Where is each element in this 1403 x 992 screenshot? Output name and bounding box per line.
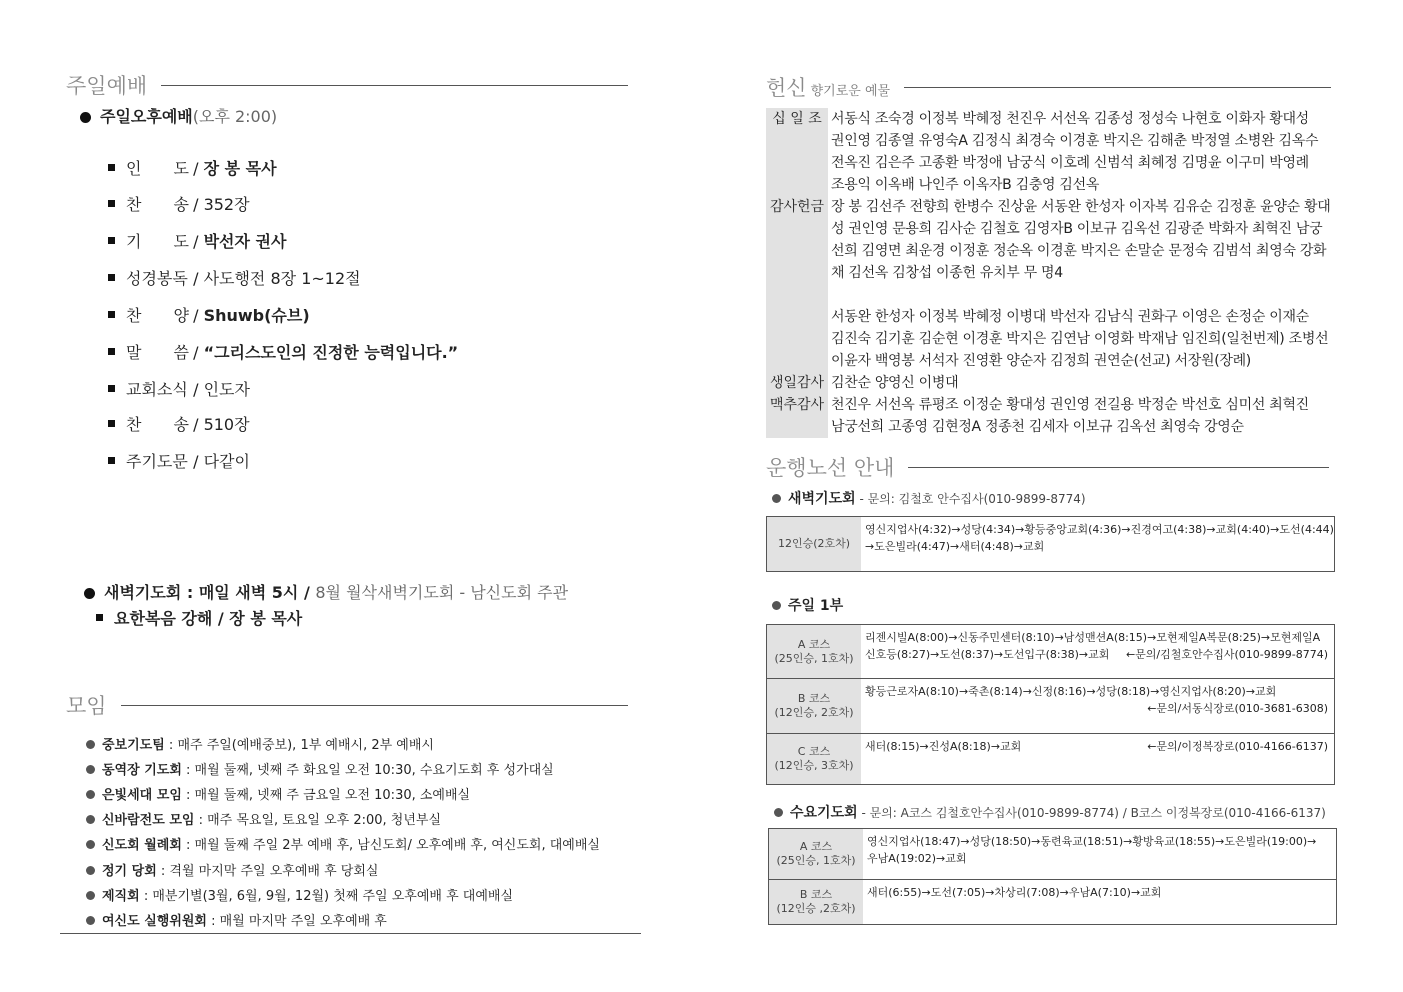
meeting-desc: : 매주 목요일, 토요일 오후 2:00, 청년부실: [194, 813, 442, 828]
separator: /: [188, 415, 204, 434]
order-value: 박선자 권사: [203, 232, 287, 251]
route-line: 영신지업사(4:32)→성당(4:34)→황등중앙교회(4:36)→진경여고(4:38)→교회(4:40)→도선(4:44): [865, 523, 1334, 536]
route-row: [769, 879, 1336, 924]
sunday-route-heading: [772, 595, 843, 615]
bullet-icon: [86, 790, 95, 799]
wed-route-table: [768, 828, 1337, 925]
worship-title: 주일예배: [66, 74, 148, 98]
service-time: (오후 2:00): [192, 107, 278, 126]
wed-route-heading: [774, 802, 1326, 822]
offering-label: 생일감사: [766, 372, 828, 394]
order-item: [108, 229, 286, 252]
order-item: [108, 303, 310, 326]
dawn-name: 새벽기도회: [104, 583, 182, 602]
dawn-sub-line: [96, 606, 302, 629]
meeting-item: [86, 734, 434, 753]
separator: /: [188, 159, 204, 178]
offering-names: [828, 108, 1341, 196]
order-item: [108, 412, 250, 435]
route-line: 영신지업사(18:47)→성당(18:50)→동련육교(18:51)→황방육교(18:55)→도은빌라(19:00)→: [867, 835, 1317, 848]
offering-table: [766, 108, 1341, 438]
route-line: 리젠시빌A(8:00)→신동주민센터(8:10)→남성맨션A(8:15)→모현제일A복문(8:25)→모현제일A: [865, 631, 1321, 644]
route-label-text: A 코스 (25인승, 1호차): [776, 840, 856, 867]
meeting-section-title: [66, 690, 628, 720]
meeting-item: [86, 834, 600, 853]
dawn-detail: : 매일 새벽 5시 /: [181, 583, 316, 602]
offering-line: 성 권인영 문용희 김사순 김철호 김영자B 이보규 김옥선 김광준 박화자 최혁진 남궁: [831, 221, 1323, 237]
order-label: 교회소식: [126, 380, 188, 399]
meeting-name: 여신도 실행위원회: [102, 914, 207, 929]
dawn-route-heading: [772, 488, 1086, 508]
square-bullet-icon: [108, 311, 115, 318]
offering-line: 조용익 이옥배 나인주 이옥자B 김충영 김선옥: [831, 177, 1100, 193]
route-label-text: 12인승(2호차): [777, 537, 851, 550]
route-stops: [861, 517, 1338, 571]
route-line: 새터(8:15)→진성A(8:18)→교회: [865, 740, 1022, 753]
meeting-item: [86, 809, 441, 828]
order-value: Shuwb(슈브): [203, 306, 310, 325]
route-line: 신호등(8:27)→도선(8:37)→도선입구(8:38)→교회: [865, 648, 1110, 661]
meeting-name: 중보기도팀: [102, 738, 165, 753]
dawn-route-table: [766, 516, 1335, 572]
route-stops: [863, 880, 1336, 924]
order-label: 인 도: [126, 159, 189, 178]
meeting-desc: : 매주 주일(예배중보), 1부 예배시, 2부 예배시: [164, 738, 434, 753]
order-item: [108, 266, 361, 289]
separator: /: [188, 452, 204, 471]
order-item: [108, 340, 458, 363]
route-label: [767, 734, 861, 784]
bullet-icon: [774, 808, 783, 817]
sunday-route-name: 주일 1부: [788, 598, 844, 614]
order-label: 말 씀: [126, 343, 189, 362]
meeting-name: 정기 당회: [102, 864, 157, 879]
bullet-icon: [80, 112, 91, 123]
route-contact-note: ←문의/김철호안수집사(010-9899-8774): [1125, 648, 1328, 661]
wed-route-name: 수요기도회: [790, 805, 858, 821]
order-item: [108, 192, 250, 215]
route-label-text: B 코스 (12인승, 2호차): [774, 692, 854, 719]
route-row: [767, 517, 1334, 571]
title-rule: [161, 85, 628, 86]
offering-line: 장 봉 김선주 전향희 한병수 진상윤 서동완 한성자 이자복 김유순 김정훈 윤양순 황대: [831, 199, 1331, 215]
offering-line: 선희 김영면 최운경 이정훈 정순옥 이경훈 박지은 손말순 문정숙 김범석 최영숙 강화: [831, 243, 1327, 259]
dawn-extra: 8월 월삭새벽기도회 - 남신도회 주관: [315, 583, 569, 602]
offering-line: [831, 284, 1341, 306]
bullet-icon: [86, 740, 95, 749]
order-value: “그리스도인의 진정한 능력입니다.”: [203, 343, 459, 362]
square-bullet-icon: [108, 237, 115, 244]
bullet-icon: [772, 601, 781, 610]
offering-line: 전옥진 김은주 고종환 박정애 남궁식 이호례 신범석 최혜정 김명윤 이구미 박영례: [831, 155, 1309, 171]
order-value: 352장: [203, 195, 250, 214]
dawn-route-name: 새벽기도회: [788, 491, 856, 507]
meeting-item: [86, 885, 513, 904]
square-bullet-icon: [108, 457, 115, 464]
separator: /: [188, 306, 204, 325]
bullet-icon: [86, 891, 95, 900]
meeting-desc: : 매월 둘째 주일 2부 예배 후, 남신도회/ 오후예배 후, 여신도회, 대예배실: [181, 838, 600, 853]
meeting-desc: : 매월 둘째, 넷째 주 금요일 오전 10:30, 소예배실: [181, 788, 471, 803]
meeting-desc: : 격월 마지막 주일 오후예배 후 당회실: [156, 864, 379, 879]
offering-line: 남궁선희 고종영 김현정A 정종천 김세자 이보규 김옥선 최영숙 강영순: [831, 419, 1244, 435]
meeting-title: 모임: [66, 694, 107, 718]
meeting-item: [86, 910, 387, 929]
meeting-desc: : 매월 둘째, 넷째 주 화요일 오전 10:30, 수요기도회 후 성가대실: [181, 763, 554, 778]
offering-title: 헌신: [766, 76, 807, 100]
offering-line: 서동완 한성자 이정복 박혜정 이병대 박선자 김남식 권화구 이영은 손정순 이재순: [831, 309, 1309, 325]
bullet-icon: [86, 866, 95, 875]
order-value: 다같이: [203, 452, 250, 471]
order-value: 인도자: [203, 380, 250, 399]
route-title: 운행노선 안내: [766, 456, 895, 480]
order-label: 찬 송: [126, 195, 189, 214]
separator: /: [188, 269, 204, 288]
bullet-icon: [86, 765, 95, 774]
offering-label: 맥추감사: [766, 394, 828, 438]
order-value: 사도행전 8장 1~12절: [203, 269, 361, 288]
offering-label: 십 일 조: [766, 108, 828, 196]
wed-route-contact: - 문의: A코스 김철호안수집사(010-9899-8774) / B코스 이정복장로(010-4166-6137): [857, 806, 1326, 820]
route-line: →도은빌라(4:47)→새터(4:48)→교회: [865, 540, 1045, 553]
meeting-name: 동역장 기도회: [102, 763, 182, 778]
offering-line: 김진숙 김기훈 김순현 이경훈 박지은 김연남 이영화 박재남 임진희(일천번제) 조병선: [831, 331, 1329, 347]
route-stops: [863, 829, 1336, 879]
order-label: 주기도문: [126, 452, 188, 471]
route-row: [769, 829, 1336, 879]
worship-section-title: [66, 70, 628, 100]
route-section-title: [766, 452, 1329, 482]
offering-line: 권인영 김종열 유영숙A 김정식 최경숙 이경훈 박지은 김해춘 박정열 소병완 김옥수: [831, 133, 1319, 149]
sunday-route-table: [766, 624, 1335, 785]
order-value: 510장: [203, 415, 250, 434]
bottom-divider: [60, 933, 641, 934]
route-line: 황등근로자A(8:10)→죽촌(8:14)→신정(8:16)→성당(8:18)→영신지업사(8:20)→교회: [865, 685, 1277, 698]
title-rule: [121, 705, 628, 706]
order-item: [108, 377, 250, 400]
order-item: [108, 449, 250, 472]
order-label: 찬 송: [126, 415, 189, 434]
offering-line: 채 김선옥 김창섭 이종헌 유치부 무 명4: [831, 265, 1063, 281]
route-label-text: C 코스 (12인승, 3호차): [774, 745, 854, 772]
dawn-prayer-line: [84, 580, 568, 603]
square-bullet-icon: [108, 348, 115, 355]
bullet-icon: [86, 840, 95, 849]
offering-line: 이윤자 백영봉 서석자 진영환 양순자 김정희 권연순(선교) 서장원(장례): [831, 353, 1251, 369]
order-item: [108, 156, 277, 179]
title-rule: [908, 467, 1329, 468]
offering-row: [766, 108, 1341, 196]
route-label-text: A 코스 (25인승, 1호차): [774, 637, 854, 665]
offering-line: 김찬순 양영신 이병대: [831, 375, 959, 391]
route-stops: [861, 734, 1334, 784]
route-stops: [861, 625, 1334, 678]
offering-names: [828, 196, 1341, 372]
route-label: [769, 829, 863, 879]
route-row: [767, 733, 1334, 784]
offering-label: 감사헌금: [766, 196, 828, 372]
square-bullet-icon: [108, 164, 115, 171]
service-name: 주일오후예배: [100, 107, 193, 126]
bullet-icon: [84, 588, 95, 599]
meeting-item: [86, 784, 470, 803]
square-bullet-icon: [108, 385, 115, 392]
order-value: 장 봉 목사: [203, 159, 277, 178]
offering-row: [766, 196, 1341, 372]
separator: /: [188, 380, 204, 399]
route-stops: [861, 679, 1334, 733]
square-bullet-icon: [96, 614, 103, 621]
route-label: [767, 679, 861, 733]
meeting-name: 신도회 월례회: [102, 838, 182, 853]
square-bullet-icon: [108, 274, 115, 281]
meeting-name: 은빛세대 모임: [102, 788, 182, 803]
bullet-icon: [86, 815, 95, 824]
dawn-route-contact: - 문의: 김철호 안수집사(010-9899-8774): [855, 492, 1086, 506]
route-label-text: B 코스 (12인승 ,2호차): [776, 888, 856, 915]
route-row: [767, 625, 1334, 678]
title-rule: [904, 87, 1331, 88]
route-label: [767, 517, 861, 571]
bullet-icon: [86, 916, 95, 925]
offering-row: [766, 372, 1341, 394]
offering-row: [766, 394, 1341, 438]
meeting-name: 제직회: [102, 889, 140, 904]
order-label: 성경봉독: [126, 269, 188, 288]
meeting-desc: : 매월 마지막 주일 오후예배 후: [207, 914, 387, 929]
offering-subtitle: 향기로운 예물: [810, 83, 891, 99]
square-bullet-icon: [108, 200, 115, 207]
route-label: [769, 880, 863, 924]
square-bullet-icon: [108, 420, 115, 427]
meeting-item: [86, 860, 378, 879]
route-contact-note: ←문의/서동식장로(010-3681-6308): [1147, 702, 1328, 715]
meeting-item: [86, 759, 554, 778]
route-line: 우남A(19:02)→교회: [867, 852, 967, 865]
service-heading: [80, 104, 277, 127]
order-label: 찬 양: [126, 306, 189, 325]
meeting-name: 신바람전도 모임: [102, 813, 195, 828]
route-row: [767, 678, 1334, 733]
route-label: [767, 625, 861, 678]
separator: /: [188, 232, 204, 251]
offering-line: 서동식 조숙경 이정복 박혜정 천진우 서선옥 김종성 정성숙 나현호 이화자 황대성: [831, 111, 1309, 127]
bullet-icon: [772, 494, 781, 503]
offering-names: [828, 394, 1341, 438]
dawn-sub: 요한복음 강해 / 장 봉 목사: [114, 609, 303, 628]
meeting-desc: : 매분기별(3월, 6월, 9월, 12월) 첫째 주일 오후예배 후 대예배실: [139, 889, 514, 904]
separator: /: [188, 195, 204, 214]
route-contact-note: ←문의/이정복장로(010-4166-6137): [1147, 740, 1328, 753]
offering-line: 천진우 서선옥 류평조 이정순 황대성 권인영 전길용 박정순 박선호 심미선 최혁진: [831, 397, 1309, 413]
separator: /: [188, 343, 204, 362]
route-line: 새터(6:55)→도선(7:05)→차상리(7:08)→우남A(7:10)→교회: [867, 886, 1162, 899]
order-label: 기 도: [126, 232, 189, 251]
offering-section-title: [766, 72, 1331, 102]
offering-names: [828, 372, 1341, 394]
